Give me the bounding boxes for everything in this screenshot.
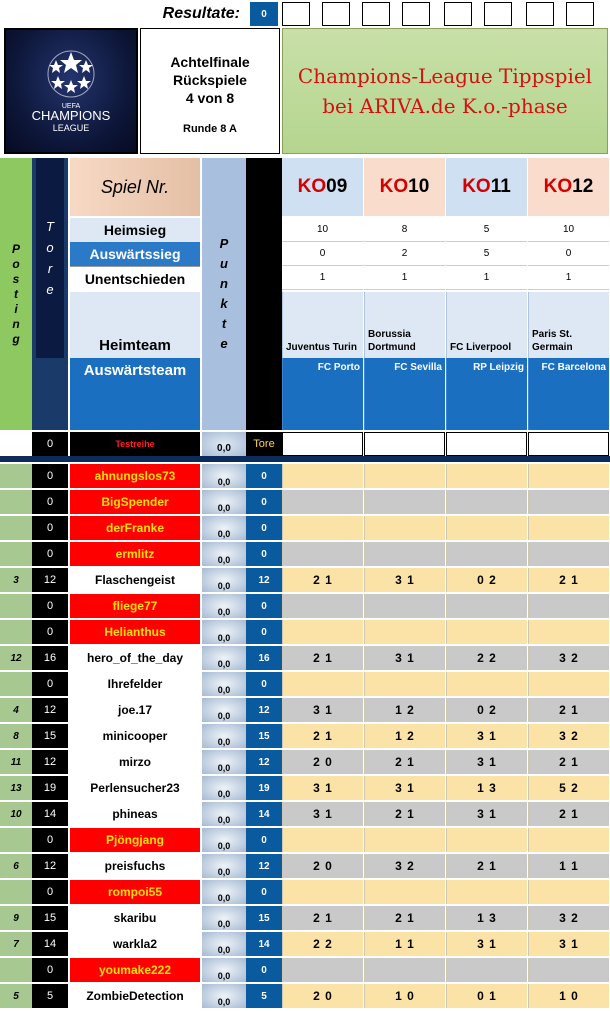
tip-cell[interactable]: 2 1 xyxy=(528,750,609,774)
tip-cell[interactable] xyxy=(364,464,445,488)
posting-number xyxy=(0,958,32,982)
heimsieg-count: 10 xyxy=(528,218,609,242)
resultate-box xyxy=(282,2,310,26)
resultate-box xyxy=(444,2,472,26)
tore-total: 19 xyxy=(246,776,282,800)
auswaertssieg-label: Auswärtssieg xyxy=(70,242,200,266)
posting-number: 8 xyxy=(0,724,32,748)
tip-cell[interactable]: 2 1 xyxy=(528,802,609,826)
tip-cell[interactable] xyxy=(364,828,445,852)
testreihe-tore-label: Tore xyxy=(246,432,282,456)
tore-value: 0 xyxy=(32,542,68,566)
posting-number: 13 xyxy=(0,776,32,800)
player-name[interactable]: phineas xyxy=(70,802,200,826)
starball-icon xyxy=(6,30,136,152)
tore-total: 15 xyxy=(246,906,282,930)
tore-value: 5 xyxy=(32,984,68,1008)
tore-value: 19 xyxy=(32,776,68,800)
tip-cell[interactable] xyxy=(364,516,445,540)
table-row xyxy=(0,594,610,620)
tip-cell[interactable]: 0 2 xyxy=(446,568,527,592)
posting-letter: t xyxy=(14,286,18,301)
tip-cell[interactable]: 3 1 xyxy=(282,776,363,800)
tore-total: 5 xyxy=(246,984,282,1008)
champions-league-logo xyxy=(4,28,138,154)
tip-cell[interactable]: 3 1 xyxy=(364,568,445,592)
testreihe-input[interactable] xyxy=(364,432,445,456)
table-row xyxy=(0,672,610,698)
tip-cell[interactable] xyxy=(446,464,527,488)
tore-value: 0 xyxy=(32,464,68,488)
resultate-box xyxy=(322,2,350,26)
player-name[interactable]: Pjöngjang xyxy=(70,828,200,852)
tore-value: 0 xyxy=(32,958,68,982)
tip-cell[interactable]: 2 1 xyxy=(528,698,609,722)
posting-number xyxy=(0,620,32,644)
svg-text:LEAGUE: LEAGUE xyxy=(52,123,90,133)
tip-cell[interactable] xyxy=(446,516,527,540)
auswaertssieg-count: 2 xyxy=(364,242,445,266)
resultate-box xyxy=(526,2,554,26)
auswaertsteam-label: Auswärtsteam xyxy=(70,358,200,430)
tip-cell[interactable] xyxy=(364,490,445,514)
tip-cell[interactable] xyxy=(364,594,445,618)
tip-cell[interactable]: 3 1 xyxy=(282,802,363,826)
punkte-value: 0,0 xyxy=(202,542,246,566)
punkte-value: 0,0 xyxy=(202,802,246,826)
banner-title: Champions-League Tippspiel xyxy=(297,64,593,88)
tip-cell[interactable]: 2 0 xyxy=(282,984,363,1008)
player-name[interactable]: youmake222 xyxy=(70,958,200,982)
auswaertssieg-count: 5 xyxy=(446,242,527,266)
tore-total: 14 xyxy=(246,802,282,826)
player-name[interactable]: preisfuchs xyxy=(70,854,200,878)
tore-total: 0 xyxy=(246,542,282,566)
table-row xyxy=(0,880,610,906)
tip-cell[interactable]: 3 1 xyxy=(446,932,527,956)
tip-cell[interactable]: 3 1 xyxy=(446,724,527,748)
unentschieden-count: 1 xyxy=(364,266,445,290)
table-row xyxy=(0,464,610,490)
tore-value: 0 xyxy=(32,516,68,540)
table-row xyxy=(0,854,610,880)
heimsieg-label: Heimsieg xyxy=(70,218,200,242)
tip-cell[interactable] xyxy=(528,880,609,904)
player-name[interactable]: Helianthus xyxy=(70,620,200,644)
player-name[interactable]: derFranke xyxy=(70,516,200,540)
punkte-value: 0,0 xyxy=(202,776,246,800)
tore-total: 16 xyxy=(246,646,282,670)
tore-value: 12 xyxy=(32,568,68,592)
tore-column-header xyxy=(32,158,68,430)
game-prefix: KO xyxy=(379,176,409,197)
away-team: FC Sevilla xyxy=(364,358,445,430)
tore-total: 12 xyxy=(246,750,282,774)
punkte-value: 0,0 xyxy=(202,958,246,982)
punkte-column-header xyxy=(202,158,246,430)
home-team: Juventus Turin xyxy=(282,292,363,358)
posting-number: 10 xyxy=(0,802,32,826)
table-row xyxy=(0,906,610,932)
punkte-value: 0,0 xyxy=(202,490,246,514)
tore-value: 12 xyxy=(32,854,68,878)
player-name[interactable]: Perlensucher23 xyxy=(70,776,200,800)
tip-cell[interactable]: 3 1 xyxy=(528,932,609,956)
tore-total: 0 xyxy=(246,620,282,644)
punkte-value: 0,0 xyxy=(202,906,246,930)
table-row xyxy=(0,490,610,516)
posting-number xyxy=(0,594,32,618)
table-row xyxy=(0,932,610,958)
tip-cell[interactable]: 0 2 xyxy=(446,698,527,722)
tip-cell[interactable] xyxy=(446,880,527,904)
player-name[interactable]: fliege77 xyxy=(70,594,200,618)
resultate-box xyxy=(484,2,512,26)
tip-cell[interactable]: 1 0 xyxy=(364,984,445,1008)
player-name[interactable]: ZombieDetection xyxy=(70,984,200,1008)
banner-subtitle: bei ARIVA.de K.o.-phase xyxy=(322,94,568,118)
round-info xyxy=(140,28,280,154)
posting-number xyxy=(0,516,32,540)
tip-cell[interactable]: 2 2 xyxy=(282,932,363,956)
tip-cell[interactable]: 3 2 xyxy=(528,906,609,930)
punkte-letter: e xyxy=(220,336,228,351)
tore-total: 0 xyxy=(246,464,282,488)
table-row xyxy=(0,516,610,542)
tip-cell[interactable]: 3 2 xyxy=(364,854,445,878)
tip-cell[interactable]: 2 1 xyxy=(528,568,609,592)
punkte-value: 0,0 xyxy=(202,568,246,592)
home-team: Borussia Dortmund xyxy=(364,292,445,358)
banner xyxy=(282,28,608,154)
home-team: FC Liverpool xyxy=(446,292,527,358)
tore-letter: e xyxy=(46,282,54,297)
tore-value: 12 xyxy=(32,698,68,722)
testreihe-input[interactable] xyxy=(528,432,609,456)
tore-total: 0 xyxy=(246,672,282,696)
table-row xyxy=(0,724,610,750)
punkte-value: 0,0 xyxy=(202,828,246,852)
tore-value: 0 xyxy=(32,880,68,904)
posting-number: 5 xyxy=(0,984,32,1008)
tore-total: 15 xyxy=(246,724,282,748)
punkte-letter: P xyxy=(219,236,229,251)
tip-cell[interactable] xyxy=(282,516,363,540)
posting-column-header xyxy=(0,158,32,430)
game-prefix: KO xyxy=(297,176,327,197)
posting-letter: P xyxy=(11,241,20,256)
tore-letter: r xyxy=(47,261,53,276)
tip-cell[interactable]: 3 1 xyxy=(364,646,445,670)
punkte-letter: n xyxy=(220,276,228,291)
punkte-value: 0,0 xyxy=(202,932,246,956)
unentschieden-count: 1 xyxy=(528,266,609,290)
tip-cell[interactable] xyxy=(528,672,609,696)
player-name[interactable]: BigSpender xyxy=(70,490,200,514)
tip-cell[interactable] xyxy=(282,464,363,488)
svg-text:UEFA: UEFA xyxy=(61,103,81,110)
away-team: FC Porto xyxy=(282,358,363,430)
home-team: Paris St. Germain xyxy=(528,292,609,358)
tore-letter: T xyxy=(46,219,54,234)
tip-cell[interactable]: 3 1 xyxy=(446,750,527,774)
posting-number xyxy=(0,490,32,514)
player-name[interactable]: ahnungslos73 xyxy=(70,464,200,488)
tip-cell[interactable]: 3 2 xyxy=(528,646,609,670)
player-name[interactable]: warkla2 xyxy=(70,932,200,956)
tip-cell[interactable] xyxy=(528,542,609,566)
tip-cell[interactable] xyxy=(364,880,445,904)
player-name[interactable]: Flaschengeist xyxy=(70,568,200,592)
separator xyxy=(0,456,610,462)
resultate-box xyxy=(402,2,430,26)
tip-cell[interactable]: 3 2 xyxy=(528,724,609,748)
tip-cell[interactable]: 1 2 xyxy=(364,724,445,748)
tip-cell[interactable] xyxy=(282,672,363,696)
tip-cell[interactable] xyxy=(282,490,363,514)
tip-cell[interactable] xyxy=(364,958,445,982)
tip-cell[interactable]: 2 1 xyxy=(364,750,445,774)
posting-letter: i xyxy=(14,301,18,316)
tip-cell[interactable]: 2 2 xyxy=(446,646,527,670)
posting-number: 6 xyxy=(0,854,32,878)
punkte-value: 0,0 xyxy=(202,620,246,644)
tip-cell[interactable]: 1 1 xyxy=(528,854,609,878)
tip-cell[interactable]: 1 3 xyxy=(446,906,527,930)
tip-cell[interactable]: 2 1 xyxy=(364,802,445,826)
tore-value: 16 xyxy=(32,646,68,670)
tore-total: 0 xyxy=(246,958,282,982)
tip-cell[interactable] xyxy=(446,490,527,514)
svg-text:CHAMPIONS: CHAMPIONS xyxy=(31,108,111,123)
punkte-value: 0,0 xyxy=(202,594,246,618)
table-row xyxy=(0,568,610,594)
game-prefix: KO xyxy=(543,176,573,197)
table-row xyxy=(0,750,610,776)
tip-cell[interactable] xyxy=(282,542,363,566)
posting-number: 12 xyxy=(0,646,32,670)
punkte-value: 0,0 xyxy=(202,672,246,696)
tore-value: 15 xyxy=(32,906,68,930)
tip-cell[interactable]: 0 1 xyxy=(446,984,527,1008)
auswaertssieg-count: 0 xyxy=(282,242,363,266)
tip-cell[interactable]: 1 1 xyxy=(364,932,445,956)
punkte-value: 0,0 xyxy=(202,880,246,904)
table-row xyxy=(0,984,610,1010)
punkte-value: 0,0 xyxy=(202,464,246,488)
table-row xyxy=(0,802,610,828)
heimsieg-count: 8 xyxy=(364,218,445,242)
tore-value: 15 xyxy=(32,724,68,748)
tip-cell[interactable]: 3 1 xyxy=(446,802,527,826)
posting-number xyxy=(0,828,32,852)
tip-cell[interactable] xyxy=(446,594,527,618)
round-label: Runde 8 A xyxy=(183,123,237,135)
tip-cell[interactable] xyxy=(528,490,609,514)
tip-cell[interactable] xyxy=(528,958,609,982)
auswaertssieg-count: 0 xyxy=(528,242,609,266)
tore-value: 14 xyxy=(32,932,68,956)
game-header xyxy=(528,158,609,216)
punkte-value: 0,0 xyxy=(202,698,246,722)
posting-number: 11 xyxy=(0,750,32,774)
tip-cell[interactable] xyxy=(282,828,363,852)
player-name[interactable]: mirzo xyxy=(70,750,200,774)
tip-cell[interactable] xyxy=(282,620,363,644)
tip-cell[interactable]: 2 1 xyxy=(282,906,363,930)
table-row xyxy=(0,620,610,646)
posting-number xyxy=(0,542,32,566)
testreihe-input[interactable] xyxy=(446,432,527,456)
table-row xyxy=(0,958,610,984)
tip-cell[interactable] xyxy=(282,594,363,618)
punkte-value: 0,0 xyxy=(202,646,246,670)
tore-value: 0 xyxy=(32,672,68,696)
tore-total: 0 xyxy=(246,516,282,540)
tore-value: 0 xyxy=(32,490,68,514)
game-number: 10 xyxy=(408,176,430,197)
testreihe-tore: 0 xyxy=(32,432,68,456)
game-number: 11 xyxy=(490,176,511,197)
tip-cell[interactable] xyxy=(528,464,609,488)
tip-cell[interactable]: 2 0 xyxy=(282,854,363,878)
player-name[interactable]: hero_of_the_day xyxy=(70,646,200,670)
unentschieden-label: Unentschieden xyxy=(70,266,200,290)
tip-cell[interactable]: 2 1 xyxy=(282,646,363,670)
away-team: RP Leipzig xyxy=(446,358,527,430)
tore-total: 0 xyxy=(246,880,282,904)
divider-column xyxy=(246,158,282,430)
posting-letter: g xyxy=(12,331,20,346)
tore-letter: o xyxy=(46,240,54,255)
punkte-value: 0,0 xyxy=(202,750,246,774)
punkte-value: 0,0 xyxy=(202,724,246,748)
tip-cell[interactable] xyxy=(446,958,527,982)
heimsieg-count: 5 xyxy=(446,218,527,242)
tip-cell[interactable]: 3 1 xyxy=(282,698,363,722)
punkte-value: 0,0 xyxy=(202,854,246,878)
tore-total: 0 xyxy=(246,490,282,514)
tip-cell[interactable] xyxy=(446,828,527,852)
posting-number: 7 xyxy=(0,932,32,956)
posting-number: 3 xyxy=(0,568,32,592)
table-row xyxy=(0,542,610,568)
game-prefix: KO xyxy=(462,176,491,197)
away-team: FC Barcelona xyxy=(528,358,609,430)
player-name[interactable]: joe.17 xyxy=(70,698,200,722)
testreihe-punkte: 0,0 xyxy=(202,432,246,456)
tip-cell[interactable]: 1 0 xyxy=(528,984,609,1008)
table-row xyxy=(0,776,610,802)
player-name[interactable]: ermlitz xyxy=(70,542,200,566)
tip-cell[interactable] xyxy=(446,620,527,644)
punkte-value: 0,0 xyxy=(202,984,246,1008)
posting-letter: o xyxy=(12,256,20,271)
tip-cell[interactable]: 2 1 xyxy=(282,568,363,592)
tore-total: 0 xyxy=(246,828,282,852)
tore-value: 0 xyxy=(32,620,68,644)
posting-number xyxy=(0,672,32,696)
game-header xyxy=(364,158,445,216)
tore-total: 12 xyxy=(246,698,282,722)
player-name[interactable]: Ihrefelder xyxy=(70,672,200,696)
spiel-nr-label: Spiel Nr. xyxy=(70,158,200,216)
punkte-letter: t xyxy=(221,316,227,331)
tip-cell[interactable]: 1 2 xyxy=(364,698,445,722)
tip-cell[interactable]: 2 1 xyxy=(446,854,527,878)
table-row xyxy=(0,828,610,854)
tip-cell[interactable]: 2 0 xyxy=(282,750,363,774)
tore-value: 0 xyxy=(32,594,68,618)
game-number: 12 xyxy=(572,176,594,197)
tip-cell[interactable]: 2 1 xyxy=(364,906,445,930)
resultate-box xyxy=(362,2,390,26)
tip-cell[interactable] xyxy=(446,672,527,696)
tip-cell[interactable] xyxy=(446,542,527,566)
tip-cell[interactable] xyxy=(528,594,609,618)
tip-cell[interactable] xyxy=(364,542,445,566)
player-name[interactable]: minicooper xyxy=(70,724,200,748)
resultate-label: Resultate: xyxy=(162,5,240,22)
testreihe-input[interactable] xyxy=(282,432,363,456)
posting-number xyxy=(0,880,32,904)
table-row xyxy=(0,698,610,724)
player-name[interactable]: rompoi55 xyxy=(70,880,200,904)
table-row xyxy=(0,646,610,672)
punkte-value: 0,0 xyxy=(202,516,246,540)
tore-value: 12 xyxy=(32,750,68,774)
tore-total: 0 xyxy=(246,594,282,618)
game-header xyxy=(282,158,363,216)
tip-cell[interactable] xyxy=(364,620,445,644)
tore-value: 0 xyxy=(32,828,68,852)
tore-total: 12 xyxy=(246,568,282,592)
tore-value: 14 xyxy=(32,802,68,826)
punkte-letter: k xyxy=(220,296,228,311)
tip-cell[interactable] xyxy=(528,516,609,540)
posting-number xyxy=(0,464,32,488)
tip-cell[interactable]: 5 2 xyxy=(528,776,609,800)
round-title: Achtelfinale Rückspiele 4 von 8 xyxy=(170,54,250,106)
unentschieden-count: 1 xyxy=(446,266,527,290)
posting-letter: s xyxy=(12,271,20,286)
tip-cell[interactable] xyxy=(528,828,609,852)
game-number: 09 xyxy=(326,176,348,197)
testreihe-label: Testreihe xyxy=(70,432,200,456)
player-name[interactable]: skaribu xyxy=(70,906,200,930)
heimsieg-count: 10 xyxy=(282,218,363,242)
resultate-box xyxy=(566,2,594,26)
punkte-letter: u xyxy=(220,256,228,271)
tip-cell[interactable]: 1 3 xyxy=(446,776,527,800)
posting-number: 4 xyxy=(0,698,32,722)
posting-number: 9 xyxy=(0,906,32,930)
heimteam-label: Heimteam xyxy=(70,292,200,358)
tore-total: 14 xyxy=(246,932,282,956)
unentschieden-count: 1 xyxy=(282,266,363,290)
tip-cell[interactable] xyxy=(282,958,363,982)
tip-cell[interactable] xyxy=(282,880,363,904)
game-header xyxy=(446,158,527,216)
tip-cell[interactable]: 3 1 xyxy=(364,776,445,800)
resultate-value: 0 xyxy=(250,2,278,26)
tip-cell[interactable] xyxy=(364,672,445,696)
tip-cell[interactable]: 2 1 xyxy=(282,724,363,748)
tore-total: 12 xyxy=(246,854,282,878)
posting-letter: n xyxy=(12,316,20,331)
tip-cell[interactable] xyxy=(528,620,609,644)
